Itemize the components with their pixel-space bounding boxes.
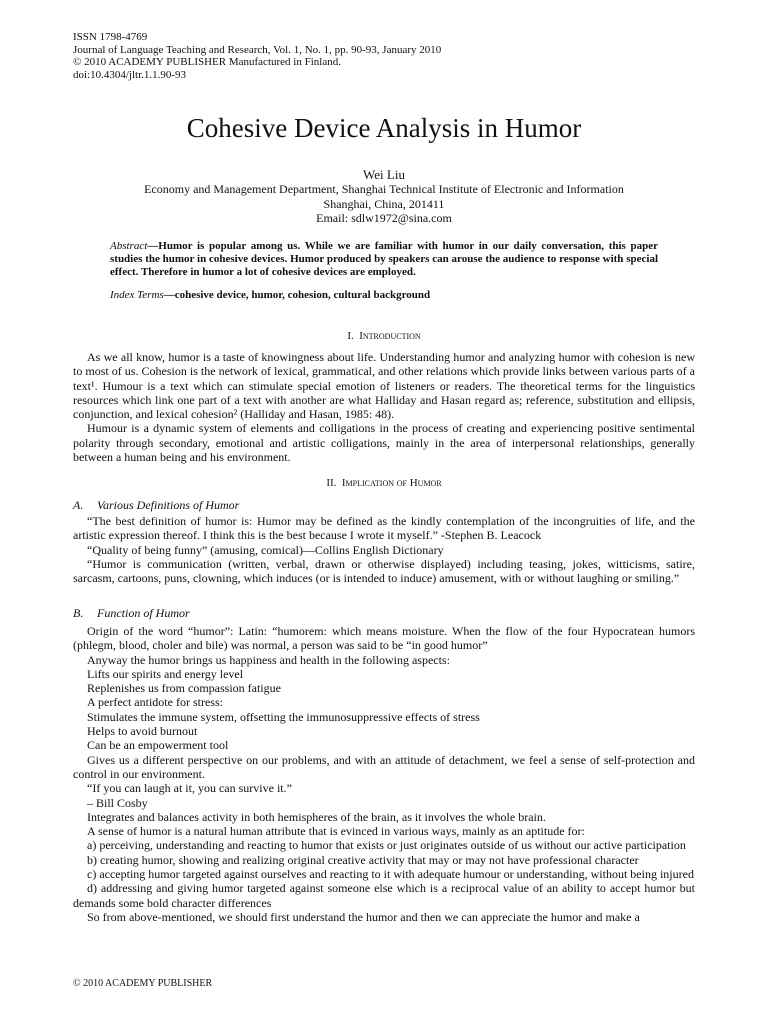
paper-title: Cohesive Device Analysis in Humor xyxy=(186,113,582,143)
paragraph: Gives us a different perspective on our problems, and with an attitude of detachment, we feel a sense of self-protection and control in our environment. xyxy=(73,752,695,781)
subsection-heading-function xyxy=(73,606,190,620)
paragraph: “The best definition of humor is: Humor may be defined as the kindly contemplation of the incongruities of life, and the artistic expression thereof. I think this is the best because I wrote it myself.” -Stephen B. Leacock xyxy=(73,514,695,543)
subsection-heading-definitions xyxy=(73,498,239,512)
subsection-letter: B. xyxy=(73,606,84,620)
section-heading-introduction xyxy=(0,330,768,343)
index-terms-label: Index Terms xyxy=(110,289,164,301)
list-item: Lifts our spirits and energy level xyxy=(87,666,244,681)
list-item: A perfect antidote for stress: xyxy=(87,695,223,710)
subsection-title: Function of Humor xyxy=(97,606,190,620)
email: Email: sdlw1972@sina.com xyxy=(316,211,452,225)
introduction-body xyxy=(73,350,695,464)
paragraph: So from above-mentioned, we should first understand the humor and then we can appreciate the humor and make a xyxy=(87,909,640,924)
abstract xyxy=(110,240,658,279)
paragraph: “Quality of being funny” (amusing, comical)—Collins English Dictionary xyxy=(87,542,444,557)
section-title: Implication of Humor xyxy=(341,477,442,489)
list-item: b) creating humor, showing and realizing original creative activity that may or may not have professional character xyxy=(87,852,639,867)
quote: “If you can laugh at it, you can survive it.” xyxy=(87,781,292,796)
definitions-body xyxy=(73,514,695,585)
list-item: a) perceiving, understanding and reacting to humor that exists or just originates outside of us without our active participation xyxy=(87,838,686,853)
list-item: d) addressing and giving humor targeted against someone else which is a reciprocal value of an ability to accept humor but demands some bold character differences xyxy=(73,881,695,910)
doi: doi:10.4304/jltr.1.1.90-93 xyxy=(73,68,187,81)
list-item: Replenishes us from compassion fatigue xyxy=(87,681,281,696)
department: Economy and Management Department, Shanghai Technical Institute of Electronic and Information xyxy=(144,182,624,196)
abstract-label: Abstract xyxy=(110,240,148,252)
section-number: II. xyxy=(326,477,337,489)
paragraph: As we all know, humor is a taste of knowingness about life. Understanding humor and analyzing humor with cohesion is new to most of us. Cohesion is the network of lexical, grammatical, and other relations which provide links between various parts of a text¹. Humour is a text which can stimulate special emotion of listeners or readers. The theoretical terms for the linguistics resources which link one part of a text with another are what Halliday and Hasan regard as; reference, substitution and ellipsis, conjunction, and lexical cohesion² (Halliday and Hasan, 1985: 48). xyxy=(73,350,695,422)
copyright-line: © 2010 ACADEMY PUBLISHER Manufactured in Finland. xyxy=(73,56,341,68)
abstract-text: —Humor is popular among us. While we are familiar with humor in our daily conversation, this paper studies the humor in cohesive devices. Humor produced by speakers can arouse the audience to response with special effect. Therefore in humor a lot of cohesive devices are employed. xyxy=(110,240,658,278)
section-number: I. xyxy=(347,330,354,342)
paragraph: Humour is a dynamic system of elements and colligations in the process of creating and experiencing positive sentimental polarity through secondary, emotional and artistic colligations, mainly in the area of interpersonal relationships, generally between a human being and his environment. xyxy=(73,421,695,465)
page-footer: © 2010 ACADEMY PUBLISHER xyxy=(73,978,213,989)
list-item: Can be an empowerment tool xyxy=(87,738,229,753)
list-item: Helps to avoid burnout xyxy=(87,724,198,739)
section-title: Introduction xyxy=(359,330,421,342)
paragraph: Anyway the humor brings us happiness and health in the following aspects: xyxy=(87,652,450,667)
city: Shanghai, China, 201411 xyxy=(323,196,445,211)
function-body xyxy=(73,624,695,924)
index-terms xyxy=(110,289,658,302)
quote-attribution: – Bill Cosby xyxy=(87,795,148,810)
paragraph: A sense of humor is a natural human attribute that is evinced in various ways, mainly as an aptitude for: xyxy=(87,824,585,839)
subsection-title: Various Definitions of Humor xyxy=(97,498,240,512)
paragraph: Integrates and balances activity in both hemispheres of the brain, as it involves the whole brain. xyxy=(87,809,546,824)
list-item: Stimulates the immune system, offsetting the immunosuppressive effects of stress xyxy=(87,709,480,724)
paragraph: “Humor is communication (written, verbal, drawn or otherwise displayed) including teasing, jokes, witticisms, satire, sarcasm, cartoons, puns, clowning, which induces (or is intended to induce) amusement, with or without laughing or smiling.” xyxy=(73,556,695,586)
list-item: c) accepting humor targeted against ourselves and reacting to it with adequate humour or understanding, without being injured xyxy=(87,867,694,882)
issn: ISSN 1798-4769 xyxy=(73,31,148,43)
section-heading-implication xyxy=(0,477,768,490)
journal-header xyxy=(73,31,441,81)
author-name: Wei Liu xyxy=(363,167,405,182)
author-affiliation xyxy=(0,182,768,226)
journal-citation: Journal of Language Teaching and Research, Vol. 1, No. 1, pp. 90-93, January 2010 xyxy=(73,43,442,56)
index-terms-text: —cohesive device, humor, cohesion, cultural background xyxy=(163,289,431,301)
subsection-letter: A. xyxy=(73,498,84,512)
paragraph: Origin of the word “humor”: Latin: “humorem: which means moisture. When the flow of the four Hypocratean humors (phlegm, blood, choler and bile) was normal, a person was said to be “in good humor” xyxy=(73,624,695,653)
